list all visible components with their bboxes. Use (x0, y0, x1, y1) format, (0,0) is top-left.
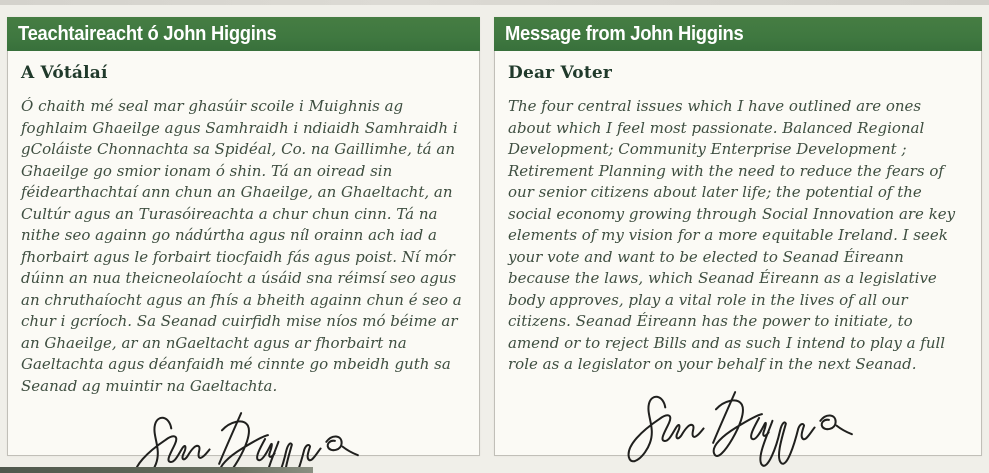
irish-header-title: Teachtaireacht ó John Higgins (18, 22, 277, 45)
next-section-edge-strip (0, 467, 313, 473)
english-body-text: The four central issues which I have outlined are ones about which I feel most passionate. Balanced Regional Development; Community Enterprise Development ; Retirement Planning with the need to reduce the fears of our senior citizens about later life; the potential of the social economy growing through Social Innovation are key elements of my vision for a more equitable Ireland. I seek your vote and want to be elected to Seanad Éireann because the laws, which Seanad Éireann as a legislative body approves, play a vital role in the lives of all our citizens. Seanad Éireann has the power to initiate, to amend or to reject Bills and as such I intend to play a full role as a legislator on your behalf in the next Seanad. (508, 97, 956, 373)
english-header-bar (494, 17, 982, 51)
signature-image (604, 382, 872, 473)
column-irish (7, 17, 480, 456)
column-english (494, 17, 982, 456)
english-signature-area (495, 382, 981, 473)
irish-salutation: A Vótálaí (21, 63, 108, 83)
irish-signature-area (8, 403, 479, 473)
english-salutation: Dear Voter (508, 63, 613, 83)
irish-header-bar (7, 17, 480, 51)
signature-image (110, 403, 378, 473)
irish-body-text: Ó chaith mé seal mar ghasúir scoile i Muighnis ag foghlaim Ghaeilge agus Samhraidh i ndiaidh Samhraidh i gColáiste Chonnachta sa Spidéal, Co. na Gaillimhe, tá an Ghaeilge go smior ionam ó shin. Tá an oiread sin féidearthachtaí ann chun an Ghaeilge, an Ghaeltacht, an Cultúr agus an Turasóireachta a chur chun cinn. Tá na nithe seo againn go nádúrtha agus níl orainn ach iad a fhorbairt agus le forbairt tiocfaidh fás agus poist. Ní mór dúinn an nua theicneolaíocht a úsáid sna réimsí seo agus an chruthaíocht agus an fhís a bheith againn chun é seo a chur i gcríoch. Sa Seanad cuirfidh mise níos mó béime ar an Ghaeilge, ar an nGaeltacht agus ar fhorbairt na Gaeltachta agus déanfaidh mé cinnte go mbeidh guth sa Seanad ag muintir na Gaeltachta. (21, 97, 462, 395)
scan-top-edge (0, 0, 989, 5)
english-header-title: Message from John Higgins (505, 22, 744, 45)
